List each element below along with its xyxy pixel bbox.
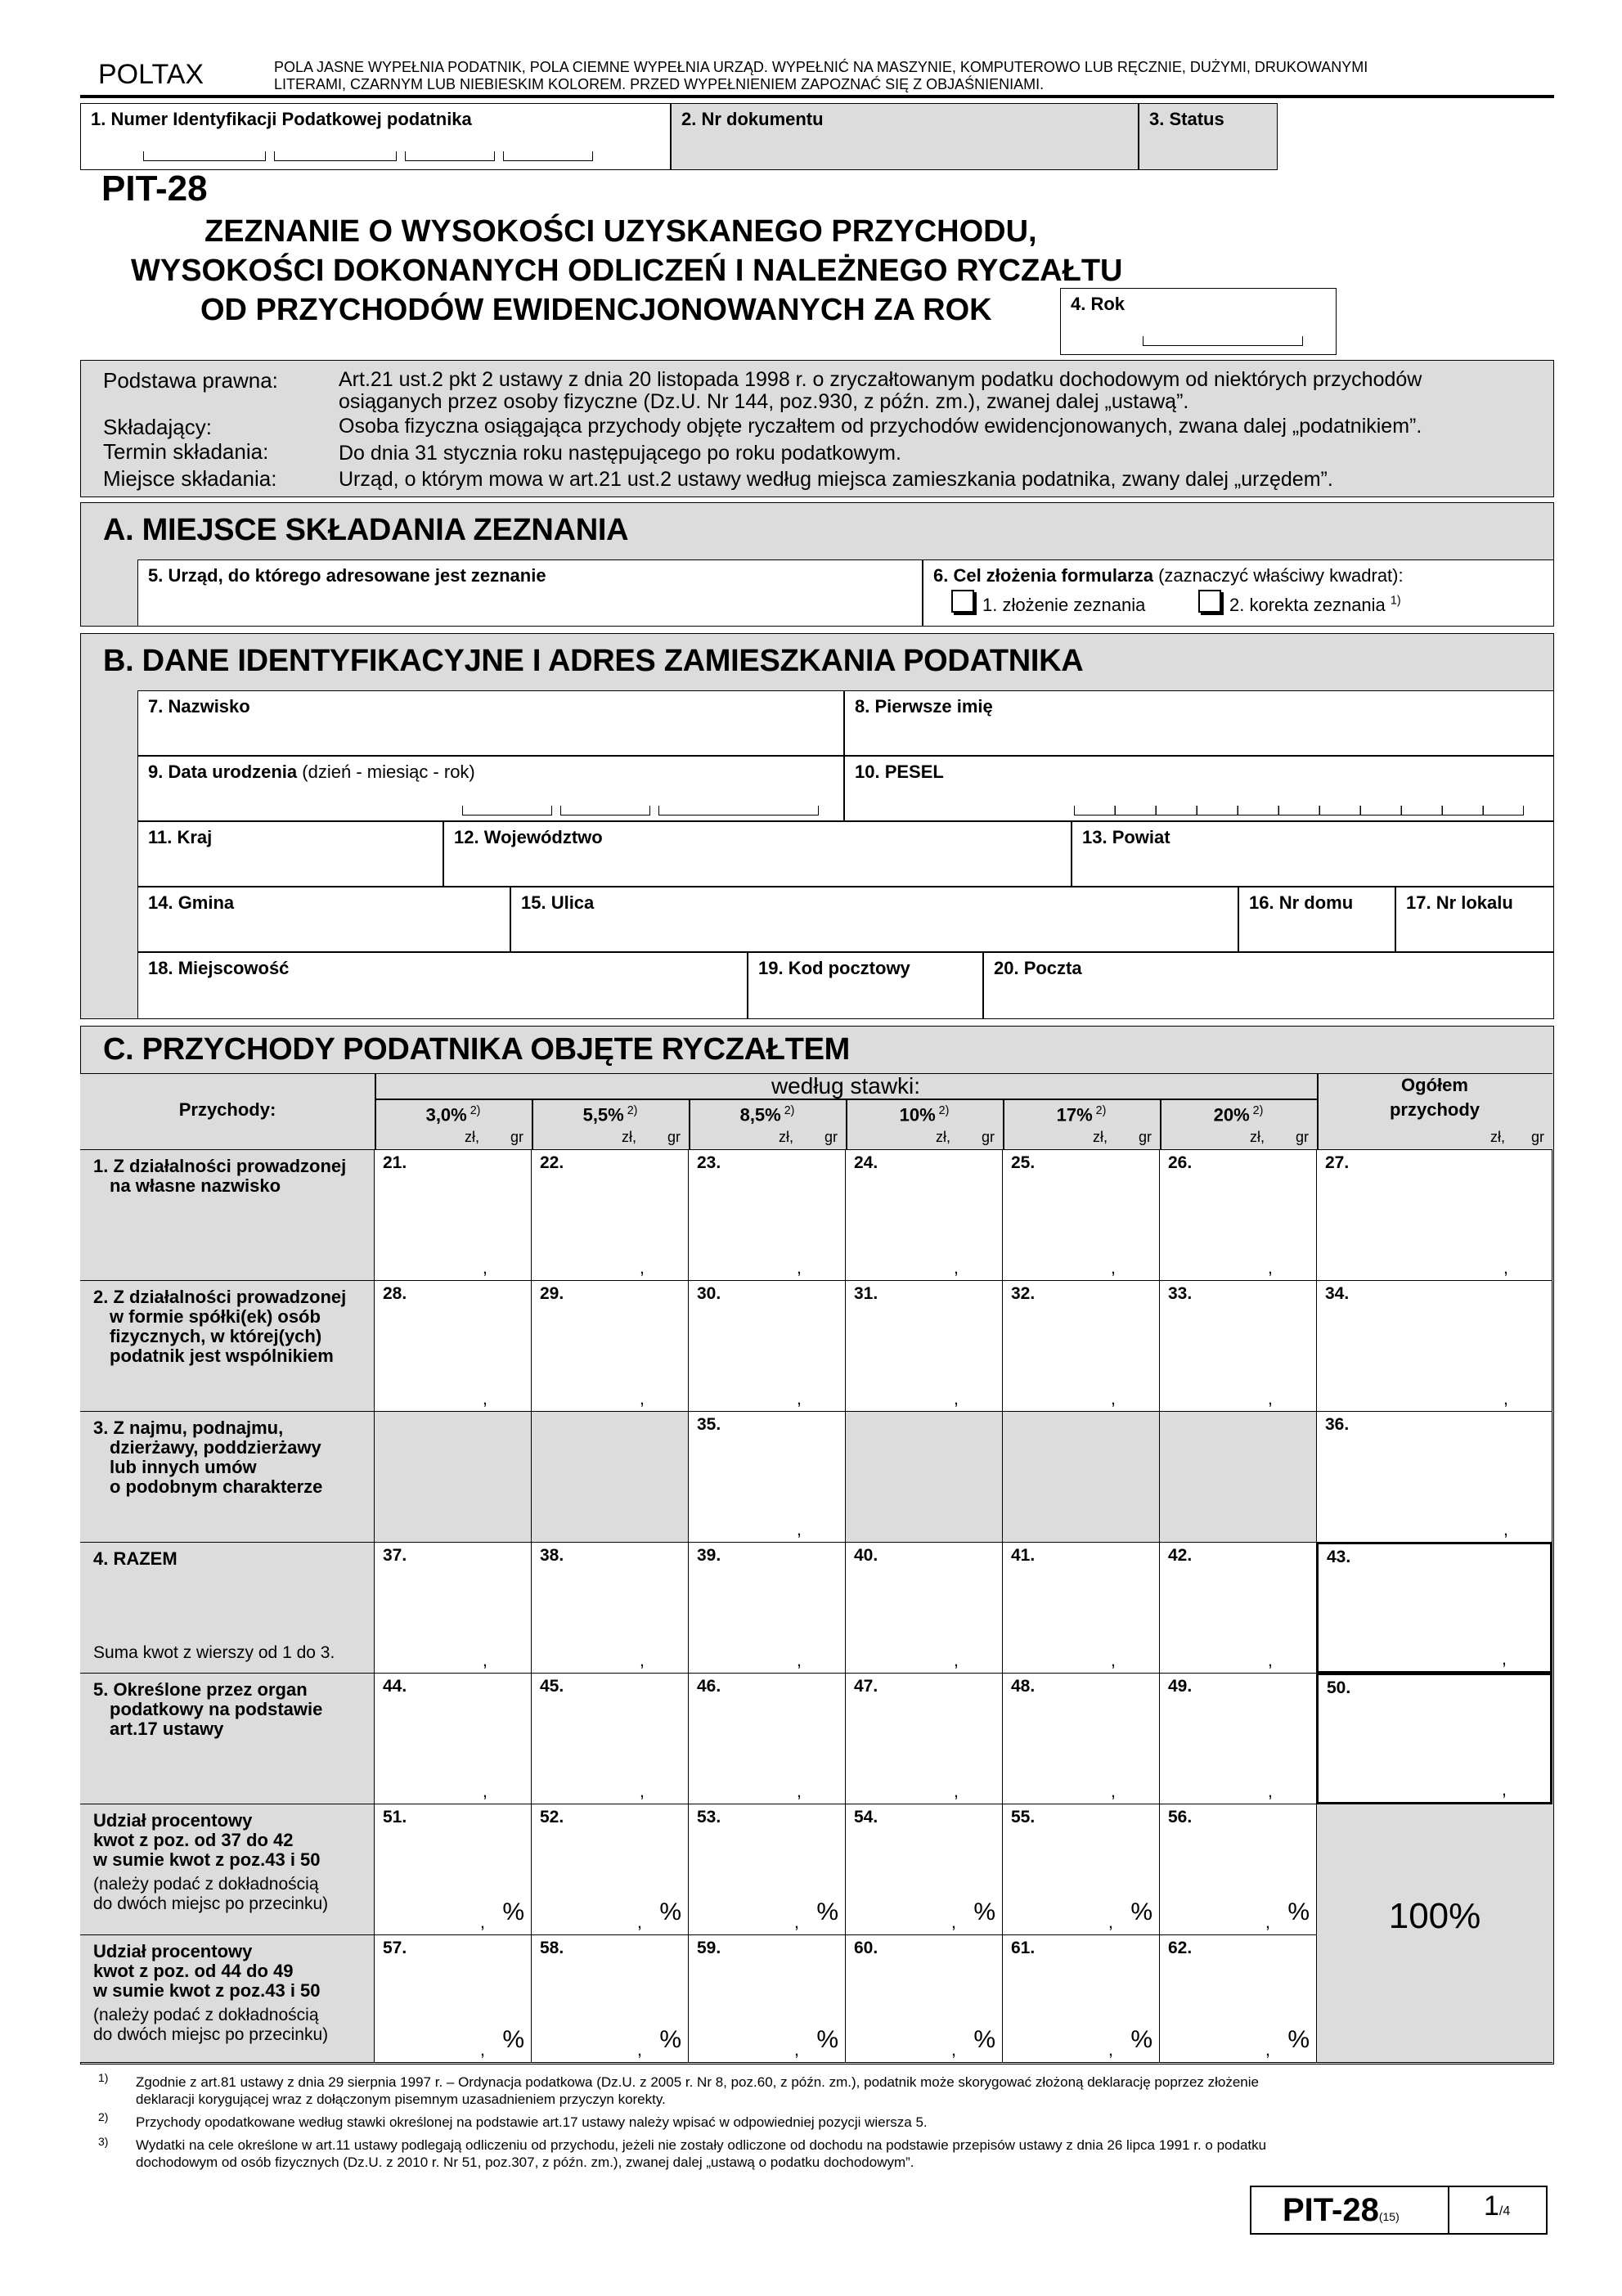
street-field[interactable]: 15. Ulica [510,887,1238,952]
amount-cell[interactable]: 33. , [1160,1281,1317,1412]
surname-field[interactable]: 7. Nazwisko [137,690,844,756]
brand: POLTAX [98,59,204,90]
year-label: 4. Rok [1071,294,1126,314]
amount-cell[interactable]: 59. , % [689,1935,846,2063]
form-title-2: WYSOKOŚCI DOKONANYCH ODLICZEŃ I NALEŻNEGO RYCZAŁTU [131,254,1123,288]
amount-cell[interactable]: 61. , % [1003,1935,1160,2063]
amount-cell[interactable]: 39. , [689,1543,846,1674]
page-footer [1250,2186,1548,2235]
unit-zl: zł, [622,1129,636,1145]
amount-cell[interactable]: 45. , [532,1674,689,1804]
county-field[interactable]: 13. Powiat [1072,821,1554,887]
row-label: 2. Z działalności prowadzonej w formie spółki(ek) osób fizycznych, w której(ych) podatnik jest wspólnikiem [80,1281,375,1412]
legal-value-place: Urząd, o którym mowa w art.21 ust.2 ustawy według miejsca zamieszkania podatnika, zwany dalej „urzędem”. [339,468,1333,491]
amount-cell[interactable]: 21. , [375,1150,532,1281]
post-office-field[interactable]: 20. Poczta [983,952,1554,1019]
unit-zl: zł, [1093,1129,1108,1145]
unit-gr: gr [982,1129,995,1145]
amount-cell[interactable]: 38. , [532,1543,689,1674]
footnote-3-marker: 3) [98,2135,109,2148]
footnote-2: Przychody opodatkowane według stawki określonej na podstawie art.17 ustawy należy wpisać w odpowiedniej pozycji wiersza 5. [136,2114,928,2130]
unit-gr: gr [1531,1129,1545,1145]
amount-cell[interactable]: 60. , % [846,1935,1003,2063]
legal-label-deadline: Termin składania: [103,439,269,464]
purpose-field [923,559,1554,627]
blank-cell [532,1412,689,1543]
amount-cell[interactable]: 22. , [532,1150,689,1281]
correction-checkbox[interactable] [1198,590,1221,613]
amount-cell[interactable]: 23. , [689,1150,846,1281]
postal-code-field[interactable]: 19. Kod pocztowy [748,952,983,1019]
blank-cell [1160,1412,1317,1543]
footnote-3-line-2: dochodowym od osób fizycznych (Dz.U. z 2010 r. Nr 51, poz.307, z późn. zm.), zwanej dalej „ustawą o podatku dochodowym”. [136,2154,914,2170]
blank-cell [375,1412,532,1543]
nip-label: 1. Numer Identyfikacji Podatkowej podatnika [91,109,472,129]
amount-cell[interactable]: 48. , [1003,1674,1160,1804]
amount-cell[interactable]: 53. , % [689,1804,846,1935]
hundred-percent-value: 100% [1388,1896,1481,1936]
birth-date-field[interactable]: 9. Data urodzenia (dzień - miesiąc - rok) [137,756,844,821]
row-label: 5. Określone przez organ podatkowy na podstawie art.17 ustawy [80,1674,375,1804]
footer-page-number: 1/4 [1484,2190,1511,2222]
blank-cell [846,1412,1003,1543]
footnote-2-marker: 2) [98,2110,109,2123]
amount-cell[interactable]: 40. , [846,1543,1003,1674]
doc-number-field [671,103,1139,170]
rate-header: 17% $^{2)}$ [1056,1104,1107,1126]
col-rates-header: według stawki: [771,1073,921,1099]
unit-gr: gr [1139,1129,1152,1145]
status-label: 3. Status [1149,109,1224,129]
footnote-1-marker: 1) [98,2071,109,2084]
first-name-field[interactable]: 8. Pierwsze imię [844,690,1554,756]
footer-form-code: PIT-28 [1283,2192,1379,2228]
footnote-1-line-1: Zgodnie z art.81 ustawy z dnia 29 sierpnia 1997 r. – Ordynacja podatkowa (Dz.U. z 2005 r. Nr 8, poz.60, z późn. zm.), podatnik może skorygować złożoną deklarację poprzez złożenie [136,2074,1259,2090]
hundred-percent-cell [1317,1804,1552,2063]
amount-cell[interactable]: 43. , [1316,1542,1552,1674]
unit-gr: gr [667,1129,681,1145]
amount-cell[interactable]: 50. , [1316,1673,1552,1804]
form-code: PIT-28 [101,168,208,209]
amount-cell[interactable]: 54. , % [846,1804,1003,1935]
amount-cell[interactable]: 62. , % [1160,1935,1317,2063]
amount-cell[interactable]: 36. , [1317,1412,1552,1543]
amount-cell[interactable]: 24. , [846,1150,1003,1281]
tax-office-field[interactable] [137,559,923,627]
legal-label-filer: Składający: [103,415,212,439]
legal-label-place: Miejsce składania: [103,466,277,491]
row-label: 3. Z najmu, podnajmu, dzierżawy, poddzierżawy lub innych umów o podobnym charakterze [80,1412,375,1543]
amount-cell[interactable]: 46. , [689,1674,846,1804]
amount-cell[interactable]: 31. , [846,1281,1003,1412]
country-field[interactable]: 11. Kraj [137,821,443,887]
pesel-field[interactable]: 10. PESEL [844,756,1554,821]
amount-cell[interactable]: 29. , [532,1281,689,1412]
apartment-number-field[interactable]: 17. Nr lokalu [1395,887,1554,952]
option-submission[interactable]: 1. złożenie zeznania [951,590,1145,616]
amount-cell[interactable]: 41. , [1003,1543,1160,1674]
legal-value-basis-1: Art.21 ust.2 pkt 2 ustawy z dnia 20 listopada 1998 r. o zryczałtowanym podatku dochodowym od niektórych przychodów [339,368,1422,391]
commune-field[interactable]: 14. Gmina [137,887,510,952]
row-label: Udział procentowy kwot z poz. od 44 do 49 w sumie kwot z poz.43 i 50 (należy podać z dokładnością do dwóch miejsc po przecinku) [80,1935,375,2063]
rate-header: 5,5% $^{2)}$ [582,1104,638,1126]
unit-zl: zł, [779,1129,793,1145]
amount-cell[interactable]: 30. , [689,1281,846,1412]
footnote-1-line-2: deklaracji korygującej wraz z dołączonym pisemnym uzasadnieniem przyczyn korekty. [136,2092,666,2107]
amount-cell[interactable]: 57. , % [375,1935,532,2063]
legal-value-deadline: Do dnia 31 stycznia roku następującego po roku podatkowym. [339,442,901,465]
form-title-3: OD PRZYCHODÓW EWIDENCJONOWANYCH ZA ROK [200,293,992,327]
col-total-header-1: Ogółem [1401,1075,1468,1095]
col-total-header-2: przychody [1389,1099,1480,1120]
status-field [1139,103,1278,170]
unit-gr: gr [510,1129,524,1145]
amount-cell[interactable]: 27. , [1317,1150,1552,1281]
rate-header: 3,0% $^{2)}$ [425,1104,481,1126]
row-label: Udział procentowy kwot z poz. od 37 do 42 w sumie kwot z poz.43 i 50 (należy podać z dokładnością do dwóch miejsc po przecinku) [80,1804,375,1935]
nip-field[interactable] [80,103,671,170]
house-number-field[interactable]: 16. Nr domu [1238,887,1395,952]
amount-cell[interactable]: 34. , [1317,1281,1552,1412]
form-title-1: ZEZNANIE O WYSOKOŚCI UZYSKANEGO PRZYCHODU, [204,214,1037,249]
unit-zl: zł, [936,1129,950,1145]
footer-version: (15) [1378,2210,1400,2223]
option-correction[interactable]: 2. korekta zeznania $^{1)}$ [1198,590,1401,616]
amount-cell[interactable]: 58. , % [532,1935,689,2063]
amount-cell[interactable]: 44. , [375,1674,532,1804]
col-income-header: Przychody: [178,1099,276,1120]
doc-number-label: 2. Nr dokumentu [681,109,824,129]
header-note-1: POLA JASNE WYPEŁNIA PODATNIK, POLA CIEMNE WYPEŁNIA URZĄD. WYPEŁNIĆ NA MASZYNIE, KOMPUTEROWO LUB RĘCZNIE, DUŻYMI, DRUKOWANYMI [274,59,1368,75]
header-note-2: LITERAMI, CZARNYM LUB NIEBIESKIM KOLOREM. PRZED WYPEŁNIENIEM ZAPOZNAĆ SIĘ Z OBJAŚNIENIAMI. [274,76,1045,92]
amount-cell[interactable]: 49. , [1160,1674,1317,1804]
nip-comb [143,151,266,161]
amount-cell[interactable]: 37. , [375,1543,532,1674]
amount-cell[interactable]: 32. , [1003,1281,1160,1412]
tax-office-label: 5. Urząd, do którego adresowane jest zeznanie [148,565,546,586]
city-field[interactable]: 18. Miejscowość [137,952,748,1019]
legal-value-basis-2: osiąganych przez osoby fizyczne (Dz.U. Nr 144, poz.930, z późn. zm.), zwanej dalej „ustawą”. [339,390,1189,413]
amount-cell[interactable]: 26. , [1160,1150,1317,1281]
amount-cell[interactable]: 25. , [1003,1150,1160,1281]
section-a-title: A. MIEJSCE SKŁADANIA ZEZNANIA [103,513,629,547]
amount-cell[interactable]: 56. , % [1160,1804,1317,1935]
amount-cell[interactable]: 55. , % [1003,1804,1160,1935]
amount-cell[interactable]: 35. , [689,1412,846,1543]
year-field[interactable] [1060,288,1337,355]
blank-cell [1003,1412,1160,1543]
unit-gr: gr [824,1129,838,1145]
header-rule [80,95,1554,98]
submission-checkbox[interactable] [951,590,974,613]
section-b-title: B. DANE IDENTYFIKACYJNE I ADRES ZAMIESZKANIA PODATNIKA [103,644,1084,678]
legal-label-basis: Podstawa prawna: [103,368,278,393]
rate-header: 8,5% $^{2)}$ [739,1104,795,1126]
rate-header: 20% $^{2)}$ [1213,1104,1264,1126]
unit-zl: zł, [465,1129,479,1145]
unit-gr: gr [1296,1129,1310,1145]
province-field[interactable]: 12. Województwo [443,821,1072,887]
row-label: 1. Z działalności prowadzonej na własne nazwisko [80,1150,375,1281]
amount-cell[interactable]: 42. , [1160,1543,1317,1674]
unit-zl: zł, [1250,1129,1265,1145]
section-c-title: C. PRZYCHODY PODATNIKA OBJĘTE RYCZAŁTEM [103,1032,851,1067]
unit-zl: zł, [1490,1129,1505,1145]
purpose-label: 6. Cel złożenia formularza (zaznaczyć właściwy kwadrat): [933,565,1404,586]
amount-cell[interactable]: 28. , [375,1281,532,1412]
footnote-3-line-1: Wydatki na cele określone w art.11 ustawy podlegają odliczeniu od przychodu, jeżeli nie zostały odliczone od dochodu na podstawie przepisów ustawy z dnia 26 lipca 1991 r. o podatku [136,2137,1267,2153]
amount-cell[interactable]: 51. , % [375,1804,532,1935]
legal-value-filer: Osoba fizyczna osiągająca przychody objęte ryczałtem od przychodów ewidencjonowanych, zwana dalej „podatnikiem”. [339,415,1422,438]
amount-cell[interactable]: 47. , [846,1674,1003,1804]
amount-cell[interactable]: 52. , % [532,1804,689,1935]
rate-header: 10% $^{2)}$ [899,1104,950,1126]
row-label: 4. RAZEM Suma kwot z wierszy od 1 do 3. [80,1543,375,1674]
